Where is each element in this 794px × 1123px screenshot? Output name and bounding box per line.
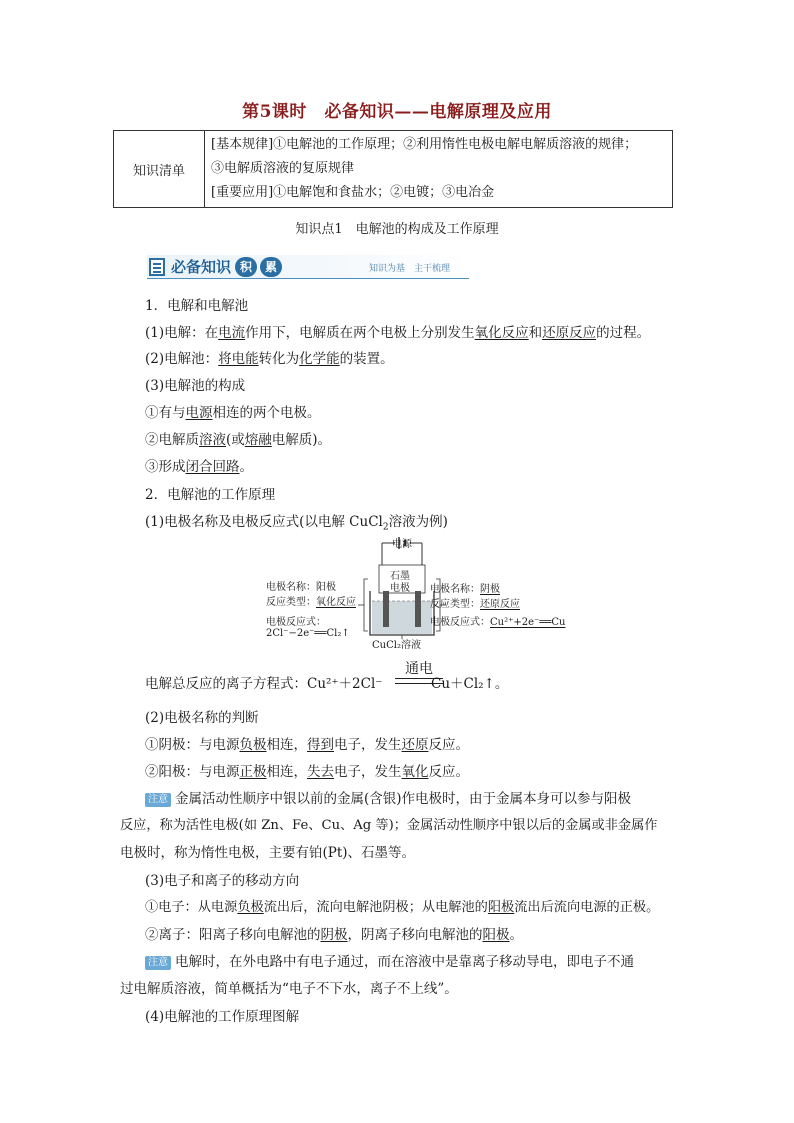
paragraph: (3)电解池的构成 [145, 378, 246, 394]
anode-type: 反应类型：氧化反应 [266, 597, 356, 608]
cathode-name: 电极名称：阴极 [430, 584, 500, 595]
power-label: 电源 [392, 539, 412, 550]
banner-badge [235, 256, 291, 276]
equation-condition: 通电 [405, 661, 433, 677]
badge-char: 积 [235, 257, 257, 277]
anode-reaction: 2Cl⁻−2e⁻══Cl₂↑ [266, 628, 350, 639]
section-heading: 1．电解和电解池 [145, 298, 249, 314]
paragraph: (4)电解池的工作原理图解 [145, 1009, 300, 1025]
knowledge-checklist-table [113, 130, 673, 208]
banner-title: 必备知识 [171, 258, 232, 276]
note-badge: 注意 [145, 956, 171, 970]
checklist-header: 知识清单 [114, 131, 205, 208]
section-heading: 2．电解池的工作原理 [145, 487, 276, 503]
anode-reaction-label: 电极反应式： [266, 617, 326, 628]
cathode-reaction: 电极反应式：Cu²⁺+2e⁻══Cu [430, 617, 566, 628]
paragraph: ②阳极：与电源正极相连，失去电子，发生氧化反应。 [145, 764, 469, 780]
note-paragraph: 注意 电解时，在外电路中有电子通过，而在溶液中是靠离子移动导电，即电子不通 [145, 950, 634, 970]
checklist-line: [基本规律]①电解池的工作原理；②利用惰性电极电解电解质溶液的规律； [211, 137, 638, 152]
checklist-line: ③电解质溶液的复原规律 [211, 161, 355, 176]
section-banner [147, 255, 469, 279]
paragraph: ③形成闭合回路。 [145, 459, 253, 475]
note-paragraph: 电极时，称为惰性电极，主要有铂(Pt)、石墨等。 [120, 845, 416, 861]
paragraph: ①有与电源相连的两个电极。 [145, 405, 321, 421]
electrode-label: 电极 [390, 583, 410, 594]
banner-subtitle: 知识为基 主干梳理 [369, 264, 451, 274]
paragraph: (1)电解：在电流作用下，电解质在两个电极上分别发生氧化反应和还原反应的过程。 [145, 325, 651, 341]
checklist-body [205, 131, 673, 208]
note-paragraph: 反应，称为活性电极(如 Zn、Fe、Cu、Ag 等)；金属活动性顺序中银以后的金属或非金属作 [120, 818, 658, 833]
note-paragraph: 注意 金属活动性顺序中银以前的金属(含银)作电极时，由于金属本身可以参与阳极 [145, 787, 631, 807]
equation-prefix: 电解总反应的离子方程式：Cu²⁺＋2Cl⁻ [145, 676, 383, 692]
anode-name: 电极名称：阳极 [266, 582, 336, 593]
knowledge-point-title: 知识点1 电解池的构成及工作原理 [295, 222, 499, 237]
equation-suffix: Cu＋Cl₂↑。 [431, 676, 509, 692]
total-reaction-equation [145, 658, 665, 694]
cathode-type: 反应类型：还原反应 [430, 599, 520, 610]
paragraph: ②离子：阳离子移向电解池的阴极，阴离子移向电解池的阳极。 [145, 927, 523, 943]
paragraph: (2)电极名称的判断 [145, 710, 259, 726]
electrolytic-cell-diagram [262, 535, 566, 651]
electrode-label: 石墨 [390, 571, 410, 582]
page-title: 第5课时 必备知识——电解原理及应用 [242, 102, 552, 122]
paragraph: ①阴极：与电源负极相连，得到电子，发生还原反应。 [145, 737, 469, 753]
badge-char: 累 [260, 257, 282, 277]
checklist-line: [重要应用]①电解饱和食盐水；②电镀；③电冶金 [211, 185, 495, 200]
paragraph: (1)电极名称及电极反应式(以电解 CuCl$_2$溶液为例) [145, 514, 448, 533]
paragraph: ①电子：从电源负极流出后，流向电解池阴极；从电解池的阳极流出后流向电源的正极。 [145, 900, 660, 915]
solution-label: CuCl₂溶液 [372, 640, 421, 651]
note-badge: 注意 [145, 793, 171, 807]
note-paragraph: 过电解质溶液，简单概括为“电子不下水，离子不上线”。 [120, 981, 458, 997]
paragraph: (2)电解池：将电能转化为化学能的装置。 [145, 351, 394, 367]
paragraph: ②电解质溶液(或熔融电解质)。 [145, 432, 332, 448]
paragraph: (3)电子和离子的移动方向 [145, 873, 300, 889]
book-icon [149, 258, 165, 276]
